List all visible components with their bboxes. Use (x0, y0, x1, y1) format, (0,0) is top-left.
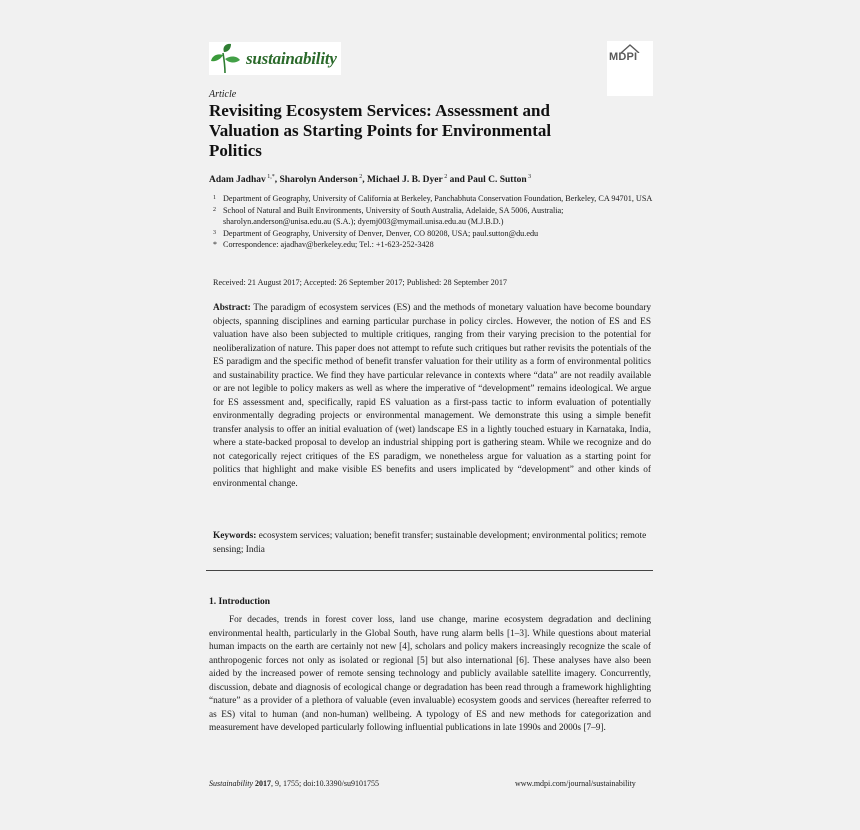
affiliation-mark: * (213, 240, 217, 249)
author-list (209, 174, 531, 185)
affiliation-mark: 2 (213, 206, 216, 213)
author-name: Adam Jadhav (209, 175, 266, 186)
affiliations (213, 193, 653, 251)
affiliation (213, 228, 653, 240)
publisher-name: MDPI (609, 51, 638, 63)
author-separator: , (362, 175, 367, 186)
paper-page (192, 28, 669, 802)
footer-url[interactable]: www.mdpi.com/journal/sustainability (515, 779, 636, 788)
leaf-icon (209, 43, 243, 75)
keywords-text: ecosystem services; valuation; benefit transfer; sustainable development; environmental politics; remote sensing; India (213, 531, 647, 555)
affiliation-text: Department of Geography, University of California at Berkeley, Panchabhuta Conservation Foundation, Berkeley, CA 94701, USA (223, 194, 653, 203)
author-affiliation-mark: 2 (442, 174, 448, 180)
abstract (213, 302, 651, 491)
section-divider (206, 570, 653, 571)
footer-doi: , 9, 1755; doi:10.3390/su9101755 (271, 779, 380, 788)
introduction-paragraph: For decades, trends in forest cover loss, land use change, marine ecosystem degradation and declining environmental health, particularly in the Global South, have rung alarm bells [1–3]. While questions about material human impacts on the earth are certainly not new [4], scholars and policy makers increasingly recognize the scale of anthropogenic forces not only as isolated or regional [5] but also international [6]. These analyses have also been aided by the increased power of remote sensing technology and publicly available satellite imagery. Concurrently, discussion, debate and diagnosis of ecological change or degradation has been read through a framework highlighting “nature” as a provider of a plethora of valuable (even invaluable) ecosystem goods and services (hereafter referred to as ES) vital to human (and non-human) wellbeing. A typology of ES and new methods for categorization and measurement have developed particularly following influential publications in late 1990s and 2000s [7–9]. (209, 615, 651, 733)
affiliation-mark: 1 (213, 195, 216, 201)
section-heading: 1. Introduction (209, 597, 271, 607)
footer-journal: Sustainability (209, 779, 253, 788)
author-affiliation-mark: 1,* (265, 174, 275, 180)
keywords (213, 530, 651, 557)
footer-citation (209, 779, 379, 788)
author-separator: and (447, 175, 468, 186)
affiliation (213, 205, 653, 228)
abstract-label: Abstract: (213, 303, 251, 313)
publication-dates: Received: 21 August 2017; Accepted: 26 September 2017; Published: 28 September 2017 (213, 278, 508, 287)
affiliation-text: School of Natural and Built Environments, University of South Australia, Adelaide, SA 5006, Australia; sharolyn.anderson@unisa.edu.au (S.A.); dyemj003@mymail.unisa.edu.au (M.J.B.D.) (223, 205, 564, 226)
affiliation (213, 239, 653, 251)
author-name: Sharolyn Anderson (279, 175, 358, 186)
affiliation-mark: 3 (213, 229, 216, 236)
author-affiliation-mark: 3 (526, 174, 532, 180)
article-type: Article (209, 89, 237, 100)
author-name: Michael J. B. Dyer (366, 175, 443, 186)
journal-name: sustainability (246, 49, 337, 68)
mdpi-logo[interactable] (607, 41, 653, 96)
footer-year: 2017 (255, 779, 271, 788)
author-separator: , (274, 175, 280, 186)
journal-logo[interactable] (209, 42, 341, 75)
keywords-label: Keywords: (213, 531, 257, 541)
paper-title: Revisiting Ecosystem Services: Assessment and Valuation as Starting Points for Environmental Politics (209, 101, 552, 160)
abstract-text: The paradigm of ecosystem services (ES) and the methods of monetary valuation have become boundary objects, spanning disciplines and earning particular purchase in policy circles. However, the notion of ES and ES valuation have also been subjected to multiple critiques, ranging from their varying precision to the potential for neoliberalization of nature. This paper does not attempt to refute such critiques but rather revisits the potentials of the ES paradigm and the specific method of benefit transfer valuation for their utility as a form of environmental politics and sustainability practice. We find they have particular relevance in contexts where “data” are not readily available or are not legible to policy makers as well as where the imperative of “development” remains ideological. We argue for ES assessment and, specifically, rapid ES valuation as a first-pass tactic to inform evaluation of potentially environmentally degrading projects or environmental management. We demonstrate this using a simple benefit transfer analysis to offer an initial evaluation of (wet) landscape ES in a lightly touched estuary in Karnataka, India, where a state-backed proposal to develop an industrial shipping port is gathering steam. While we recognize and do not categorically reject critiques of the ES paradigm, we nonetheless argue for valuation as a starting point for politics that highlight and make visible ES benefits and users implicated by “development” and other kinds of environmental change. (213, 303, 651, 489)
affiliation (213, 193, 653, 205)
correspondence-text: Correspondence: ajadhav@berkeley.edu; Tel.: +1-623-252-3428 (223, 240, 434, 249)
affiliation-text: Department of Geography, University of Denver, Denver, CO 80208, USA; paul.sutton@du.edu (223, 228, 539, 238)
author-name: Paul C. Sutton (467, 175, 527, 186)
author-affiliation-mark: 2 (357, 174, 363, 180)
